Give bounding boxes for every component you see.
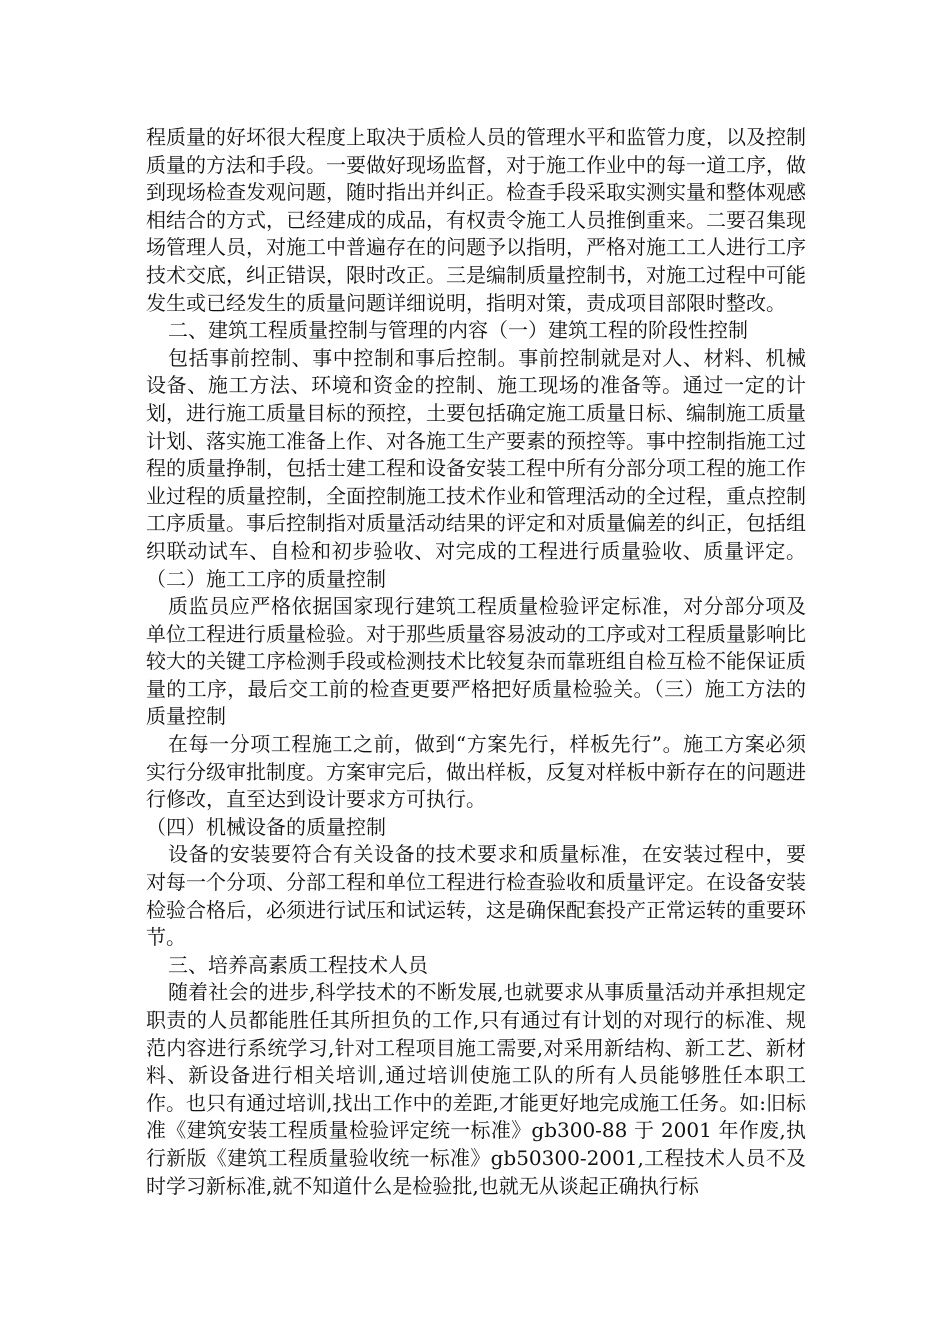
section-heading-technical-personnel: 三、培养高素质工程技术人员: [168, 952, 428, 977]
paragraph-quality-inspection: 程质量的好坏很大程度上取决于质检人员的管理水平和监管力度，以及控制质量的方法和手段。一要做好现场监督，对于施工作业中的每一道工序，做到现场检查发观问题，随时指出并纠正。检查手段采取实测实量和整体观感相结合的方式，已经建成的成品，有权责令施工人员推倒重来。二要召集现场管理人员，对施工中普遍存在的问题予以指明，严格对施工工人进行工序技术交底，纠正错误，限时改正。三是编制质量控制书，对施工过程中可能发生或已经发生的质量问题详细说明，指明对策，责成项目部限时整改。: [146, 125, 806, 315]
section-heading-quality-control-content: 二、建筑工程质量控制与管理的内容（一）建筑工程的阶段性控制: [168, 318, 748, 343]
paragraph-personnel-training: 随着社会的进步,科学技术的不断发展,也就要求从事质量活动并承担规定职责的人员都能胜任其所担负的工作,只有通过有计划的对现行的标准、规范内容进行系统学习,针对工程项目施工需要,对采用新结构、新工艺、新材料、新设备进行相关培训,通过培训使施工队的所有人员能够胜任本职工作。也只有通过培训,找出工作中的差距,才能更好地完成施工任务。如:旧标准《建筑安装工程质量检验评定统一标准》gb300-88 于 2001 年作废,执行新版《建筑工程质量验收统一标准》gb50300-2001,工程技术人员不及时学习新标准,就不知道什么是检验批,也就无从谈起正确执行标: [146, 980, 806, 1198]
paragraph-process-control: 质监员应严格依据国家现行建筑工程质量检验评定标准，对分部分项及单位工程进行质量检验。对于那些质量容易波动的工序或对工程质量影响比较大的关键工序检测手段或检测技术比较复杂而靠班组自检互检不能保证质量的工序，最后交工前的检查更要严格把好质量检验关。（三）施工方法的质量控制: [146, 594, 806, 729]
paragraph-stage-control: 包括事前控制、事中控制和事后控制。事前控制就是对人、材料、机械设备、施工方法、环境和资金的控制、施工现场的准备等。通过一定的计划，进行施工质量目标的预控，土要包括确定施工质量日标、编制施工质量计划、落实施工准备上作、对各施工生产要素的预控等。事中控制指施工过程的质量挣制，包括士建工程和设备安装工程中所有分部分项工程的施工作业过程的质量控制，全面控制施工技术作业和管理活动的全过程，重点控制工序质量。事后控制指对质量活动结果的评定和对质量偏差的纠正，包括组织联动试车、自检和初步验收、对完成的工程进行质量验收、质量评定。（二）施工工序的质量控制: [146, 345, 806, 591]
paragraph-construction-method-control: 在每一分项工程施工之前，做到“方案先行，样板先行”。施工方案必须实行分级审批制度。方案审完后，做出样板，反复对样板中新存在的问题进行修改，直至达到设计要求方可执行。: [146, 732, 806, 812]
subheading-equipment-control: （四）机械设备的质量控制: [146, 814, 386, 839]
paragraph-equipment-control: 设备的安装要符合有关设备的技术要求和质量标准，在安装过程中，要对每一个分项、分部工程和单位工程进行检查验收和质量评定。在设备安装检验合格后，必须进行试压和试运转，这是确保配套投产正常运转的重要环节。: [146, 842, 806, 950]
document-body: [146, 124, 806, 1200]
